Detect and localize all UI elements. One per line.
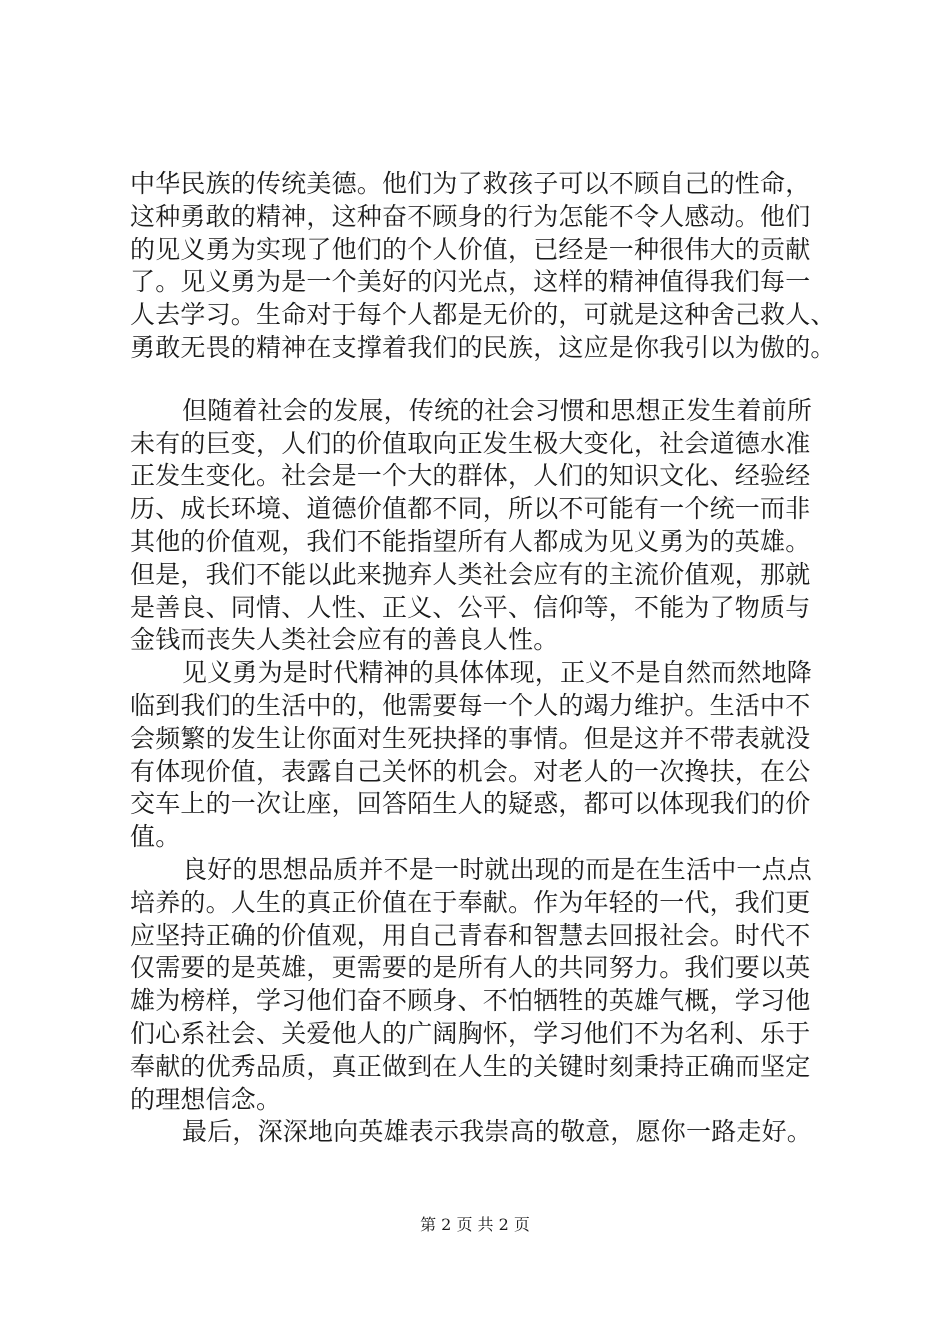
text-line: 但随着社会的发展，传统的社会习惯和思想正发生着前所 <box>182 395 813 425</box>
page-number-label: 第 2 页 共 2 页 <box>420 1215 530 1234</box>
text-line: 仅需要的是英雄，更需要的是所有人的共同努力。我们要以英 <box>130 953 811 983</box>
text-line: 了。见义勇为是一个美好的闪光点，这样的精神值得我们每一 <box>130 267 811 297</box>
text-line: 历、成长环境、道德价值都不同，所以不可能有一个统一而非 <box>130 494 811 524</box>
text-line: 正发生变化。社会是一个大的群体，人们的知识文化、经验经 <box>130 461 811 491</box>
text-line: 临到我们的生活中的，他需要每一个人的竭力维护。生活中不 <box>130 690 811 720</box>
text-line: 中华民族的传统美德。他们为了救孩子可以不顾自己的性命， <box>130 169 811 198</box>
paragraph-5 <box>130 1116 830 1149</box>
text-line: 未有的巨变，人们的价值取向正发生极大变化，社会道德水准 <box>130 428 811 458</box>
text-line: 最后，深深地向英雄表示我崇高的敬意，愿你一路走好。 <box>182 1117 813 1147</box>
text-line: 们心系社会、关爱他人的广阔胸怀，学习他们不为名利、乐于 <box>130 1018 811 1048</box>
text-line: 这种勇敢的精神，这种奋不顾身的行为怎能不令人感动。他们 <box>130 201 811 231</box>
text-line: 雄为榜样，学习他们奋不顾身、不怕牺牲的英雄气概，学习他 <box>130 986 811 1016</box>
text-line: 会频繁的发生让你面对生死抉择的事情。但是这并不带表就没 <box>130 723 811 753</box>
text-line: 人去学习。生命对于每个人都是无价的，可就是这种舍己救人、 <box>130 300 836 330</box>
text-line: 勇敢无畏的精神在支撑着我们的民族，这应是你我引以为傲的。 <box>130 332 836 362</box>
text-line: 良好的思想品质并不是一时就出现的而是在生活中一点点 <box>182 854 813 884</box>
text-line: 见义勇为是时代精神的具体体现，正义不是自然而然地降 <box>182 658 813 688</box>
text-line: 培养的。人生的真正价值在于奉献。作为年轻的一代，我们更 <box>130 887 811 917</box>
text-line: 的见义勇为实现了他们的个人价值，已经是一种很伟大的贡献 <box>130 234 811 264</box>
paragraph-4 <box>130 854 830 1116</box>
text-line: 应坚持正确的价值观，用自己青春和智慧去回报社会。时代不 <box>130 920 811 950</box>
text-line: 值。 <box>130 822 181 852</box>
paragraph-1 <box>130 168 836 365</box>
paragraph-3 <box>130 657 830 854</box>
text-line: 有体现价值，表露自己关怀的机会。对老人的一次搀扶，在公 <box>130 756 811 786</box>
paragraph-2 <box>130 395 830 657</box>
text-line: 但是，我们不能以此来抛弃人类社会应有的主流价值观，那就 <box>130 559 811 589</box>
text-line: 金钱而丧失人类社会应有的善良人性。 <box>130 625 559 655</box>
page-footer <box>0 1215 950 1235</box>
document-body <box>130 168 836 1149</box>
text-line: 交车上的一次让座，回答陌生人的疑惑，都可以体现我们的价 <box>130 789 811 819</box>
paragraph-spacer <box>130 365 830 395</box>
text-line: 其他的价值观，我们不能指望所有人都成为见义勇为的英雄。 <box>130 526 811 556</box>
text-line: 是善良、同情、人性、正义、公平、信仰等，不能为了物质与 <box>130 592 811 622</box>
text-line: 奉献的优秀品质，真正做到在人生的关键时刻秉持正确而坚定 <box>130 1051 811 1081</box>
text-line: 的理想信念。 <box>130 1084 282 1114</box>
